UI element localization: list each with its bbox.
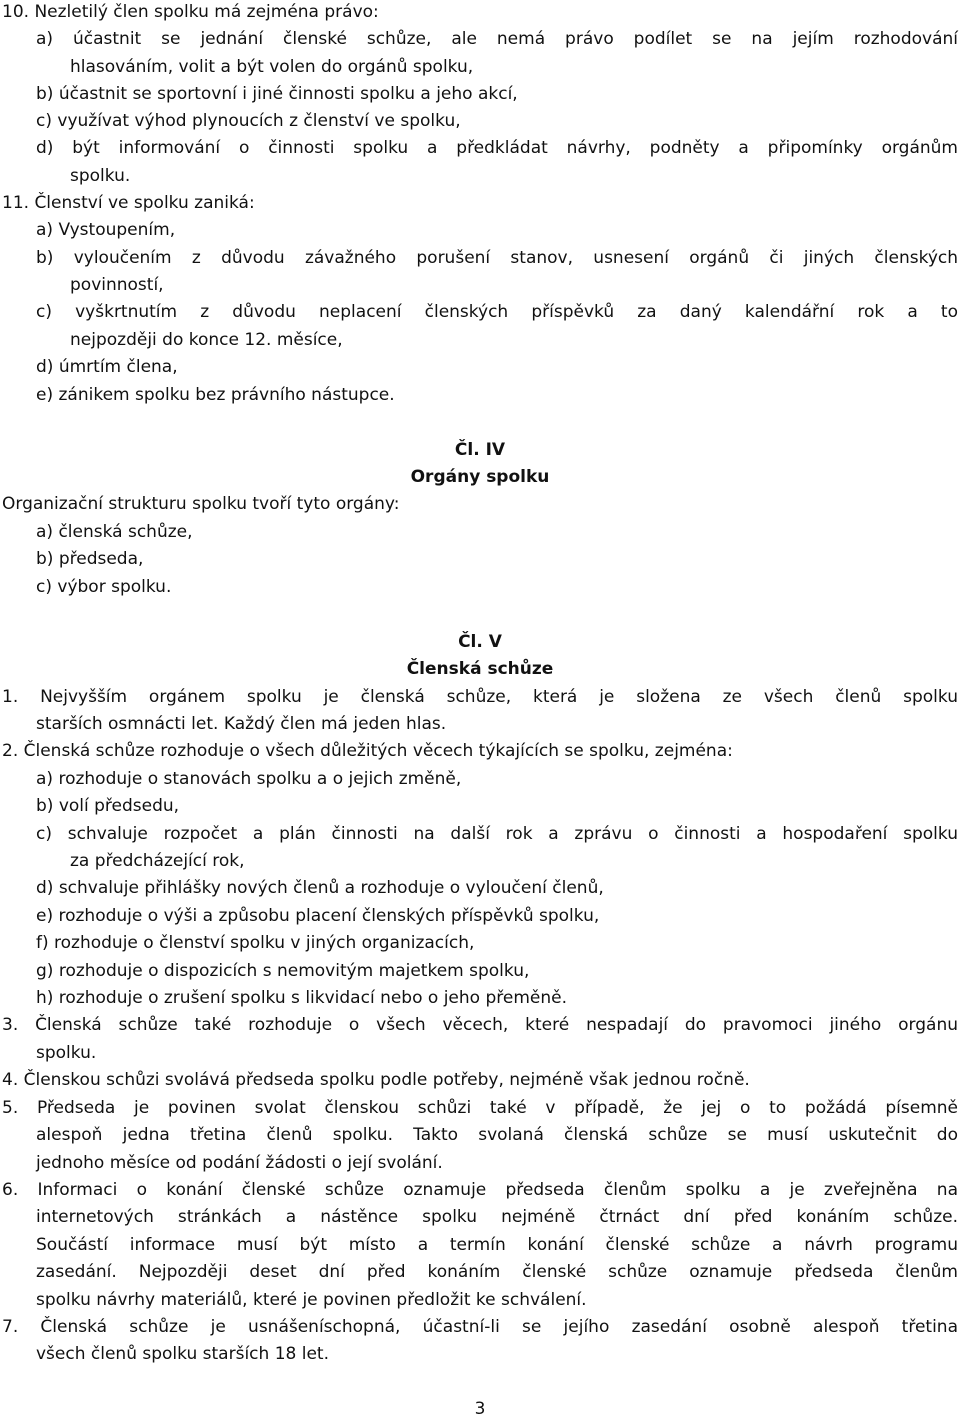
section-v-item-b: b) volí předsedu,: [36, 796, 180, 816]
article-10-item-c: c) využívat výhod plynoucích z členství ve spolku,: [36, 111, 461, 131]
section-v-item-c-cont: za předcházející rok,: [70, 851, 245, 871]
article-11-item-e: e) zánikem spolku bez právního nástupce.: [36, 385, 395, 405]
page-number: 3: [474, 1399, 486, 1419]
section-v-paragraph-5: 5. Předseda je povinen svolat členskou schůzi také v případě, že jej o to požádá písemně: [2, 1098, 958, 1118]
section-v-paragraph-6-cont-1: internetových stránkách a nástěnce spolku nejméně čtrnáct dní před konáním schůze.: [36, 1207, 958, 1227]
article-11-item-c-cont: nejpozději do konce 12. měsíce,: [70, 330, 343, 350]
article-11-item-a: a) Vystoupením,: [36, 220, 176, 240]
section-v-item-a: a) rozhoduje o stanovách spolku a o jejich změně,: [36, 769, 462, 789]
section-v-paragraph-6-cont-4: spolku návrhy materiálů, které je povinen předložit ke schválení.: [36, 1290, 587, 1310]
section-v-item-g: g) rozhoduje o dispozicích s nemovitým majetkem spolku,: [36, 961, 530, 981]
article-11-item-c: c) vyškrtnutím z důvodu neplacení členských příspěvků za daný kalendářní rok a to: [36, 302, 958, 322]
section-v-paragraph-5-cont-2: jednoho měsíce od podání žádosti o její svolání.: [36, 1153, 443, 1173]
section-v-item-e: e) rozhoduje o výši a způsobu placení členských příspěvků spolku,: [36, 906, 600, 926]
section-v-paragraph-3: 3. Členská schůze také rozhoduje o všech věcech, které nespadají do pravomoci jiného orgánu: [2, 1015, 958, 1035]
section-v-paragraph-2: 2. Členská schůze rozhoduje o všech důležitých věcech týkajících se spolku, zejména:: [2, 741, 733, 761]
section-iv-item-b: b) předseda,: [36, 549, 144, 569]
section-iv-intro: Organizační strukturu spolku tvoří tyto orgány:: [2, 494, 400, 514]
section-iv-item-c: c) výbor spolku.: [36, 577, 172, 597]
section-iv-number: Čl. IV: [454, 440, 506, 460]
section-v-item-d: d) schvaluje přihlášky nových členů a rozhoduje o vyloučení členů,: [36, 878, 604, 898]
article-10-item-d: d) být informování o činnosti spolku a předkládat návrhy, podněty a připomínky orgánům: [36, 138, 958, 158]
section-v-paragraph-3-cont: spolku.: [36, 1043, 97, 1063]
section-v-paragraph-1-cont: starších osmnácti let. Každý člen má jeden hlas.: [36, 714, 447, 734]
section-v-item-c: c) schvaluje rozpočet a plán činnosti na další rok a zprávu o činnosti a hospodaření spolku: [36, 824, 958, 844]
article-11-item-b-cont: povinností,: [70, 275, 164, 295]
section-v-paragraph-5-cont-1: alespoň jedna třetina členů spolku. Takto svolaná členská schůze se musí uskutečnit do: [36, 1125, 958, 1145]
section-v-paragraph-7: 7. Členská schůze je usnášeníschopná, účastní-li se jejího zasedání osobně alespoň třetina: [2, 1317, 958, 1337]
section-v-number: Čl. V: [458, 632, 502, 652]
section-v-paragraph-7-cont: všech členů spolku starších 18 let.: [36, 1344, 329, 1364]
section-v-paragraph-6: 6. Informaci o konání členské schůze oznamuje předseda členům spolku a je zveřejněna na: [2, 1180, 958, 1200]
section-v-paragraph-6-cont-3: zasedání. Nejpozději deset dní před konáním členské schůze oznamuje předseda členům: [36, 1262, 958, 1282]
article-10-item-a-cont: hlasováním, volit a být volen do orgánů spolku,: [70, 57, 474, 77]
section-v-paragraph-4: 4. Členskou schůzi svolává předseda spolku podle potřeby, nejméně však jednou ročně.: [2, 1070, 750, 1090]
section-v-item-h: h) rozhoduje o zrušení spolku s likvidací nebo o jeho přeměně.: [36, 988, 567, 1008]
section-v-paragraph-6-cont-2: Součástí informace musí být místo a termín konání členské schůze a návrh programu: [36, 1235, 958, 1255]
article-10-item-b: b) účastnit se sportovní i jiné činnosti spolku a jeho akcí,: [36, 84, 518, 104]
article-10-item-a: a) účastnit se jednání členské schůze, ale nemá právo podílet se na jejím rozhodování: [36, 29, 958, 49]
section-iv-title: Orgány spolku: [410, 467, 550, 487]
section-v-paragraph-1: 1. Nejvyšším orgánem spolku je členská schůze, která je složena ze všech členů spolku: [2, 687, 958, 707]
article-11-item-d: d) úmrtím člena,: [36, 357, 178, 377]
article-11-heading: 11. Členství ve spolku zaniká:: [2, 193, 255, 213]
article-10-heading: 10. Nezletilý člen spolku má zejména právo:: [2, 2, 379, 22]
section-iv-item-a: a) členská schůze,: [36, 522, 193, 542]
article-11-item-b: b) vyloučením z důvodu závažného porušení stanov, usnesení orgánů či jiných členských: [36, 248, 958, 268]
section-v-title: Členská schůze: [406, 659, 554, 679]
section-v-item-f: f) rozhoduje o členství spolku v jiných organizacích,: [36, 933, 475, 953]
article-10-item-d-cont: spolku.: [70, 166, 131, 186]
